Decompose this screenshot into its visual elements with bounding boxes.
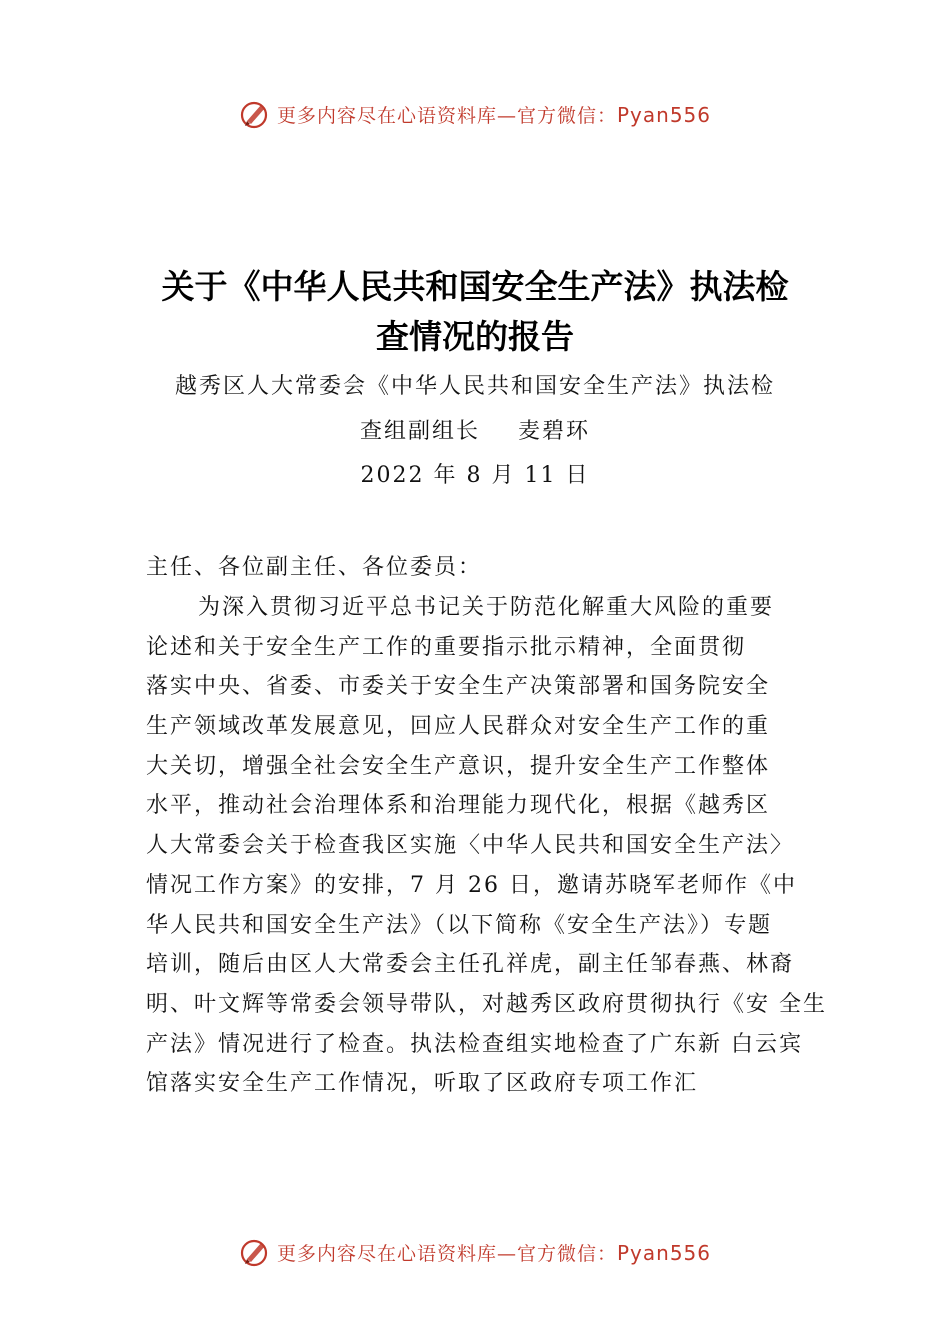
document-title-line-1: 关于《中华人民共和国安全生产法》执法检 <box>161 267 789 306</box>
banner-text <box>277 101 711 128</box>
paragraph-line: 为深入贯彻习近平总书记关于防范化解重大风险的重要 <box>198 595 775 620</box>
report-date: 2022 年 8 月 11 日 <box>360 463 590 488</box>
paragraph-line: 水平，推动社会治理体系和治理能力现代化，根据《越秀区 <box>146 793 771 819</box>
paragraph-line: 馆落实安全生产工作情况，听取了区政府专项工作汇 <box>146 1071 699 1097</box>
byline-author-name: 麦碧环 <box>518 419 591 444</box>
header-watermark-banner <box>0 94 950 134</box>
paragraph-line: 情况工作方案》的安排，7 月 26 日，邀请苏晓军老师作《中 <box>146 872 797 898</box>
banner-wechat-id: Pyan556 <box>617 1240 712 1265</box>
paragraph-line: 生产领域改革发展意见，回应人民群众对安全生产工作的重 <box>146 714 771 740</box>
footer-watermark-banner <box>0 1232 950 1272</box>
byline-role <box>100 417 850 447</box>
banner-wechat-id: Pyan556 <box>617 102 712 127</box>
paragraph-line: 人大常委会关于检查我区实施〈中华人民共和国安全生产法〉 <box>146 833 795 859</box>
paragraph-line: 落实中央、省委、市委关于安全生产决策部署和国务院安全 <box>146 674 771 700</box>
banner-text <box>277 1239 711 1266</box>
salutation <box>146 548 846 588</box>
body-paragraph <box>146 588 846 1104</box>
banner-text-cn: 更多内容尽在心语资料库—官方微信： <box>276 1242 617 1265</box>
paragraph-line: 产法》情况进行了检查。执法检查组实地检查了广东新 白云宾 <box>146 1031 803 1057</box>
pen-logo-icon <box>239 1236 271 1268</box>
paragraph-line: 大关切，增强全社会安全生产意识，提升安全生产工作整体 <box>146 753 771 779</box>
document-title-line-2: 查情况的报告 <box>376 317 574 356</box>
byline-role-title: 查组副组长 <box>359 419 480 444</box>
paragraph-line: 论述和关于安全生产工作的重要指示批示精神，全面贯彻 <box>146 634 747 660</box>
byline-org: 越秀区人大常委会《中华人民共和国安全生产法》执法检 <box>174 374 775 399</box>
pen-logo-icon <box>239 98 271 130</box>
paragraph-line: 华人民共和国安全生产法》（以下简称《安全生产法》）专题 <box>146 912 773 938</box>
banner-text-cn: 更多内容尽在心语资料库—官方微信： <box>276 104 617 127</box>
paragraph-line: 明、叶文辉等常委会领导带队，对越秀区政府贯彻执行《安 全生 <box>146 991 827 1017</box>
paragraph-line: 培训，随后由区人大常委会主任孔祥虎，副主任邹春燕、林裔 <box>146 952 795 978</box>
salutation-line: 主任、各位副主任、各位委员： <box>146 555 483 580</box>
